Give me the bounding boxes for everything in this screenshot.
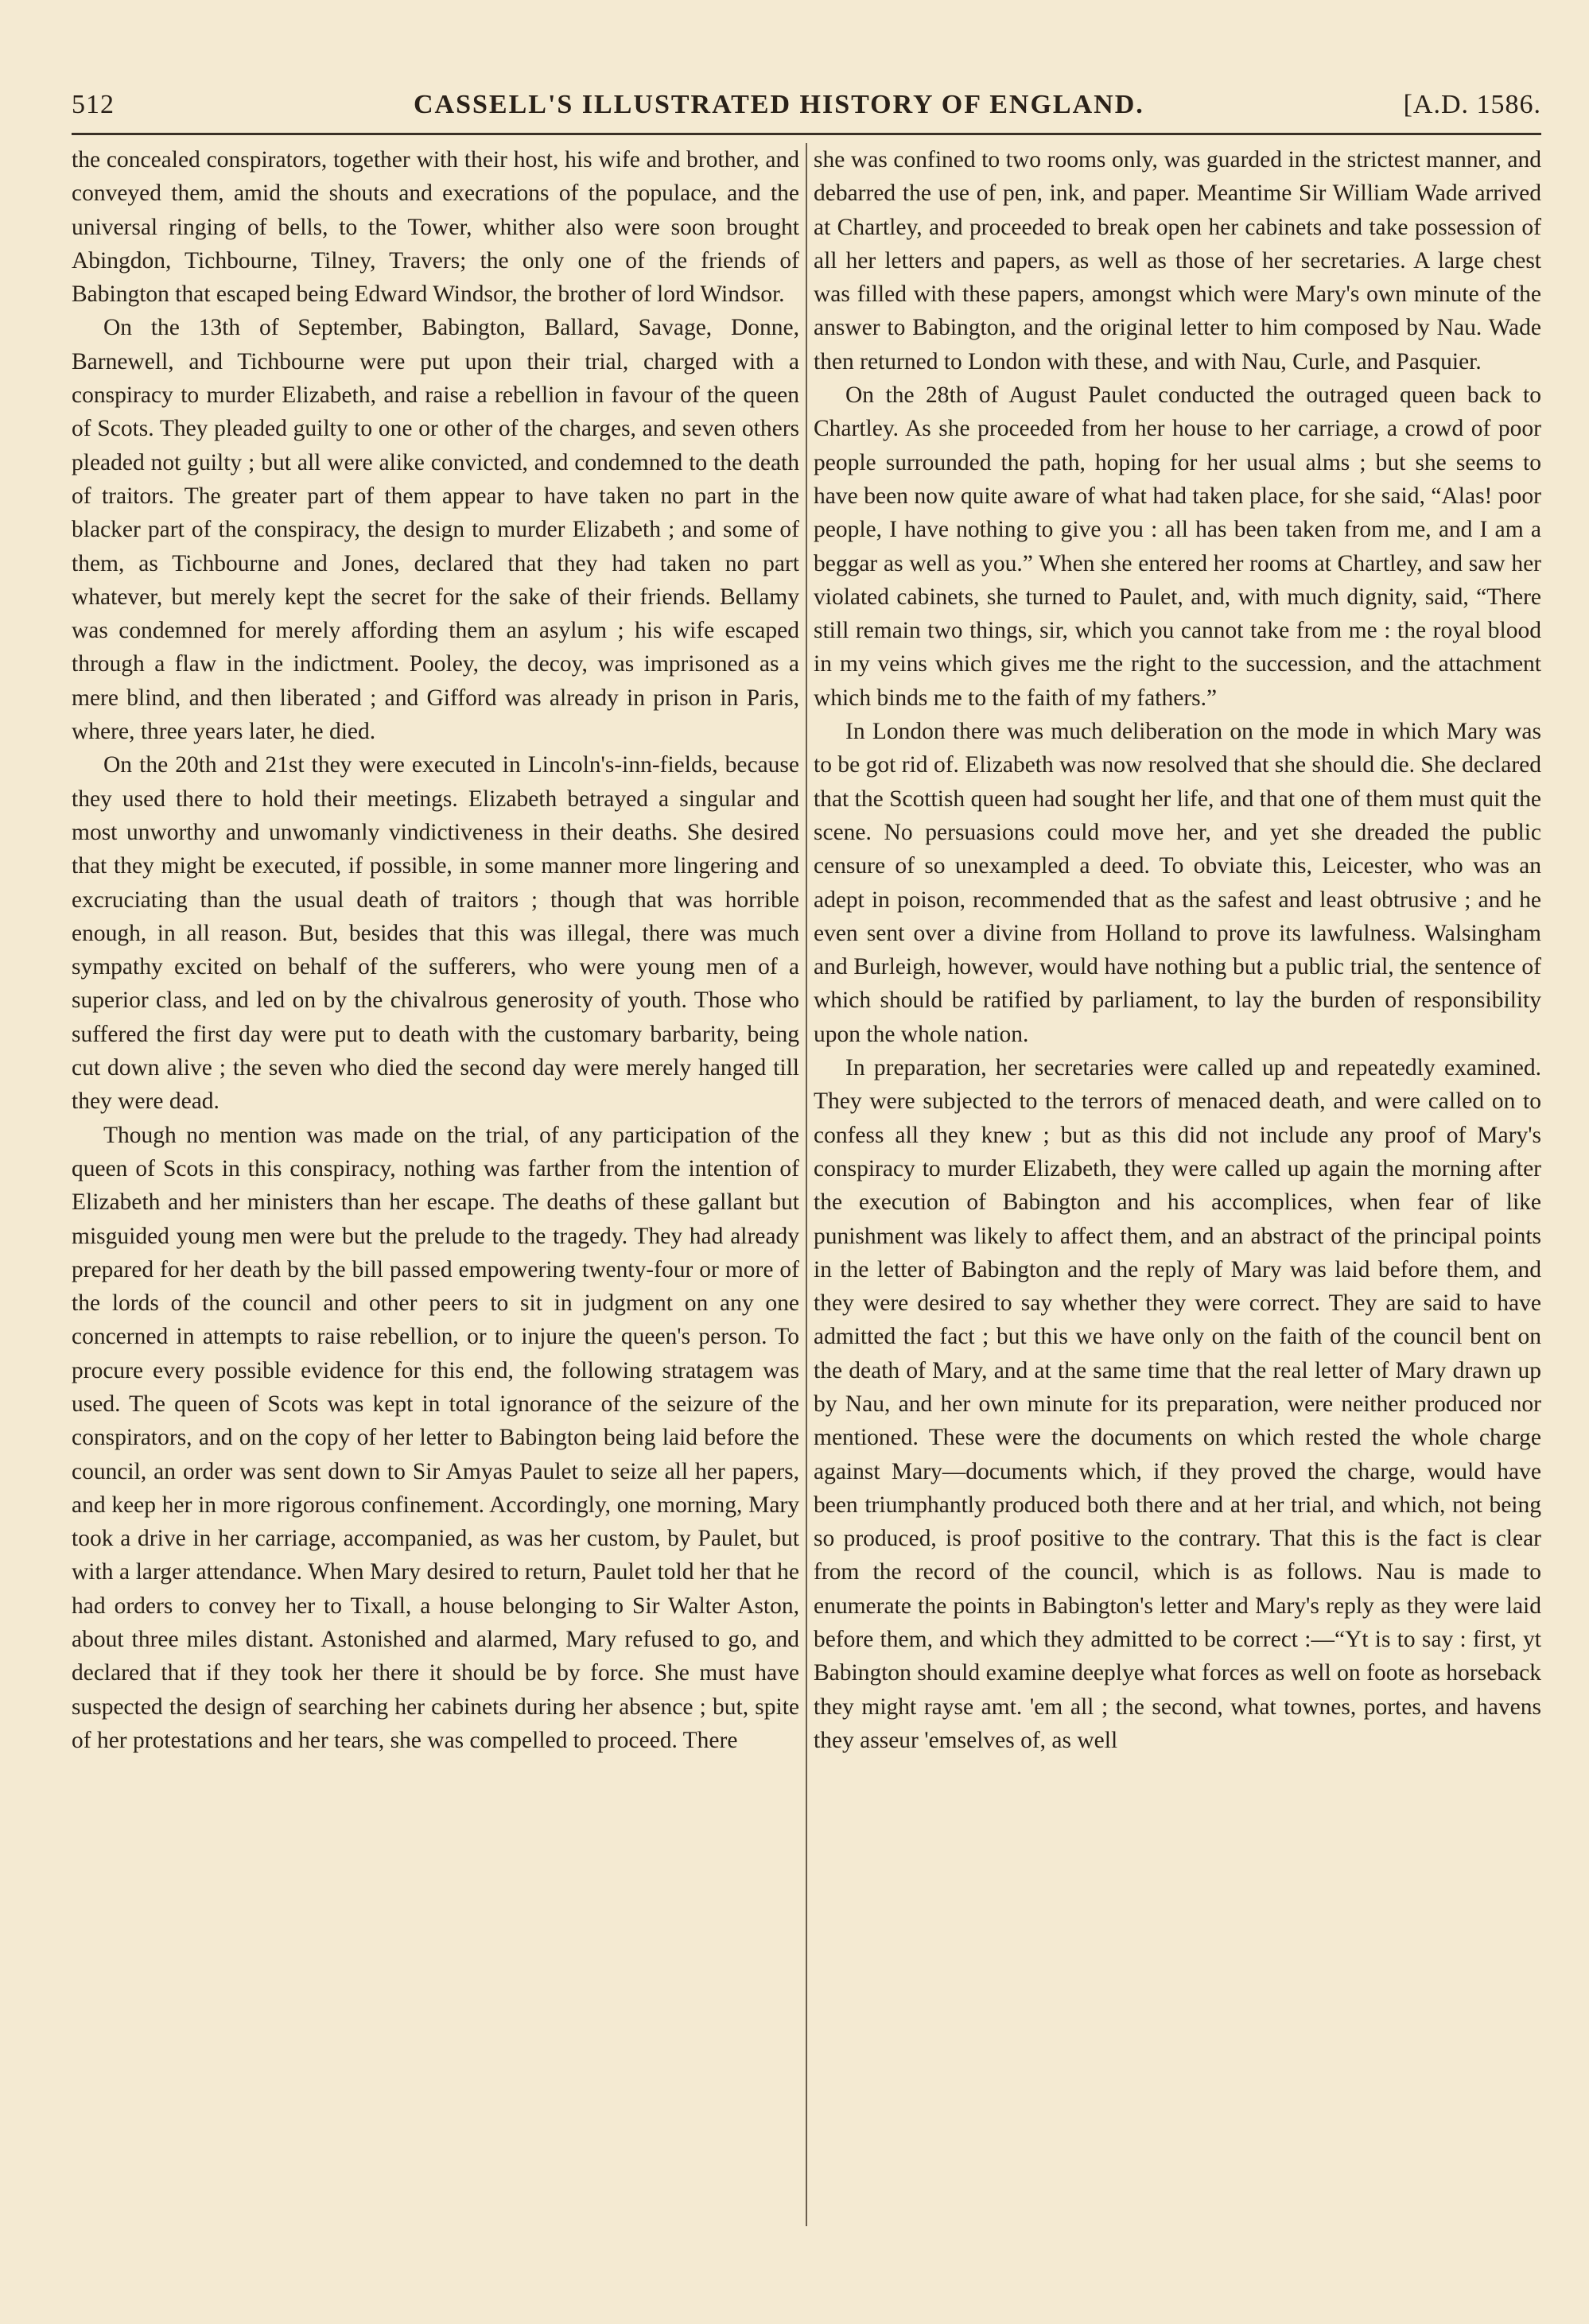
paragraph: Though no mention was made on the trial, of any participation of the queen of Scots in this conspiracy, nothing was farther from the intention of Elizabeth and her ministers than her escape. The deaths of these gallant but misguided young men were but the prelude to the tragedy. They had already prepared for her death by the bill passed empowering twenty-four or more of the lords of the council and other peers to sit in judgment on any one concerned in attempts to raise rebellion, or to injure the queen's person. To procure every possible evidence for this end, the following stratagem was used. The queen of Scots was kept in total ignorance of the seizure of the conspirators, and on the copy of her letter to Babington being laid before the council, an order was sent down to Sir Amyas Paulet to seize all her papers, and keep her in more rigorous confinement. Accordingly, one morning, Mary took a drive in her carriage, accompanied, as was her custom, by Paulet, but with a larger attendance. When Mary desired to return, Paulet told her that he had orders to convey her to Tixall, a house belonging to Sir Walter Aston, about three miles distant. Astonished and alarmed, Mary refused to go, and declared that if they took her there it should be by force. She must have suspected the design of searching her cabinets during her absence ; but, spite of her protestations and her tears, she was compelled to proceed. There bbox=[72, 1122, 799, 1753]
paragraph: In preparation, her secretaries were called up and repeatedly examined. They were subjected to the terrors of menaced death, and were called on to confess all they knew ; but as this did not include any proof of Mary's conspiracy to murder Elizabeth, they were called up again the morning after the execution of Babington and his accomplices, when fear of like punishment was likely to affect them, and an abstract of the principal points in the letter of Babington and the reply of Mary was laid before them, and they were desired to say whether they were correct. They are said to have admitted the fact ; but this we have only on the faith of the council bent on the death of Mary, and at the same time that the real letter of Mary drawn up by Nau, and her own minute for its preparation, were neither produced nor mentioned. These were the documents on which rested the whole charge against Mary—documents which, if they proved the charge, would have been triumphantly produced both there and at her trial, and which, not being so produced, is proof positive to the contrary. That this is the fact is clear from the record of the council, which is as follows. Nau is made to enumerate the points in Babington's letter and Mary's reply as they were laid before them, and which they admitted to be correct :—“Yt is to say : first, yt Babington should examine deeplye what forces as well on foote as horseback they might rayse amt. 'em all ; the second, what townes, portes, and havens they asseur 'emselves of, as well bbox=[814, 1055, 1541, 1753]
left-column bbox=[72, 143, 799, 2226]
text-columns bbox=[72, 143, 1541, 2226]
header-rule bbox=[72, 133, 1541, 135]
right-column bbox=[814, 143, 1541, 2226]
paragraph: In London there was much deliberation on the mode in which Mary was to be got rid of. Elizabeth was now resolved that she should die. She declared that the Scottish queen had sought her life, and that one of them must quit the scene. No persuasions could move her, and yet she dreaded the public censure of so unexampled a deed. To obviate this, Leicester, who was an adept in poison, recommended that as the safest and least obtrusive ; and he even sent over a divine from Holland to prove its lawfulness. Walsingham and Burleigh, however, would have nothing but a public trial, the sentence of which should be ratified by parliament, to lay the burden of responsibility upon the whole nation. bbox=[814, 719, 1541, 1047]
paragraph: On the 13th of September, Babington, Ballard, Savage, Donne, Barnewell, and Tichbourne were put upon their trial, charged with a conspiracy to murder Elizabeth, and raise a rebellion in favour of the queen of Scots. They pleaded guilty to one or other of the charges, and seven others pleaded not guilty ; but all were alike convicted, and condemned to the death of traitors. The greater part of them appear to have taken no part in the blacker part of the conspiracy, the design to murder Elizabeth ; and some of them, as Tichbourne and Jones, declared that they had taken no part whatever, but merely kept the secret for the sake of their friends. Bellamy was condemned for merely affording them an asylum ; his wife escaped through a flaw in the indictment. Pooley, the decoy, was imprisoned as a mere blind, and then liberated ; and Gifford was already in prison in Paris, where, three years later, he died. bbox=[72, 315, 799, 745]
column-divider bbox=[806, 143, 807, 2226]
paragraph: On the 20th and 21st they were executed in Lincoln's-inn-fields, because they used there to hold their meetings. Elizabeth betrayed a singular and most unworthy and unwomanly vindictiveness in their deaths. She desired that they might be executed, if possible, in some manner more lingering and excruciating than the usual death of traitors ; though that was horrible enough, in all reason. But, besides that this was illegal, there was much sympathy excited on behalf of the sufferers, who were young men of a superior class, and led on by the chivalrous generosity of youth. Those who suffered the first day were put to death with the customary barbarity, being cut down alive ; the seven who died the second day were merely hanged till they were dead. bbox=[72, 752, 799, 1115]
running-title: CASSELL'S ILLUSTRATED HISTORY OF ENGLAND. bbox=[414, 90, 1144, 119]
page-header bbox=[72, 76, 1541, 123]
date-reference: [A.D. 1586. bbox=[1403, 90, 1541, 119]
paragraph: On the 28th of August Paulet conducted the outraged queen back to Chartley. As she proceeded from her house to her carriage, a crowd of poor people surrounded the path, hoping for her usual alms ; but she seems to have been now quite aware of what had taken place, for she said, “Alas! poor people, I have nothing to give you : all has been taken from me, and I am a beggar as well as you.” When she entered her rooms at Chartley, and saw her violated cabinets, she turned to Paulet, and, with much dignity, said, “There still remain two things, sir, which you cannot take from me : the royal blood in my veins which gives me the right to the succession, and the attachment which binds me to the faith of my fathers.” bbox=[814, 382, 1541, 711]
page-number: 512 bbox=[72, 90, 115, 119]
paragraph: the concealed conspirators, together with their host, his wife and brother, and conveyed them, amid the shouts and execrations of the populace, and the universal ringing of bells, to the Tower, whither also were soon brought Abingdon, Tichbourne, Tilney, Travers; the only one of the friends of Babington that escaped being Edward Windsor, the brother of lord Windsor. bbox=[72, 147, 799, 308]
paragraph: she was confined to two rooms only, was guarded in the strictest manner, and debarred the use of pen, ink, and paper. Meantime Sir William Wade arrived at Chartley, and proceeded to break open her cabinets and take possession of all her letters and papers, as well as those of her secretaries. A large chest was filled with these papers, amongst which were Mary's own minute of the answer to Babington, and the original letter to him composed by Nau. Wade then returned to London with these, and with Nau, Curle, and Pasquier. bbox=[814, 147, 1541, 374]
